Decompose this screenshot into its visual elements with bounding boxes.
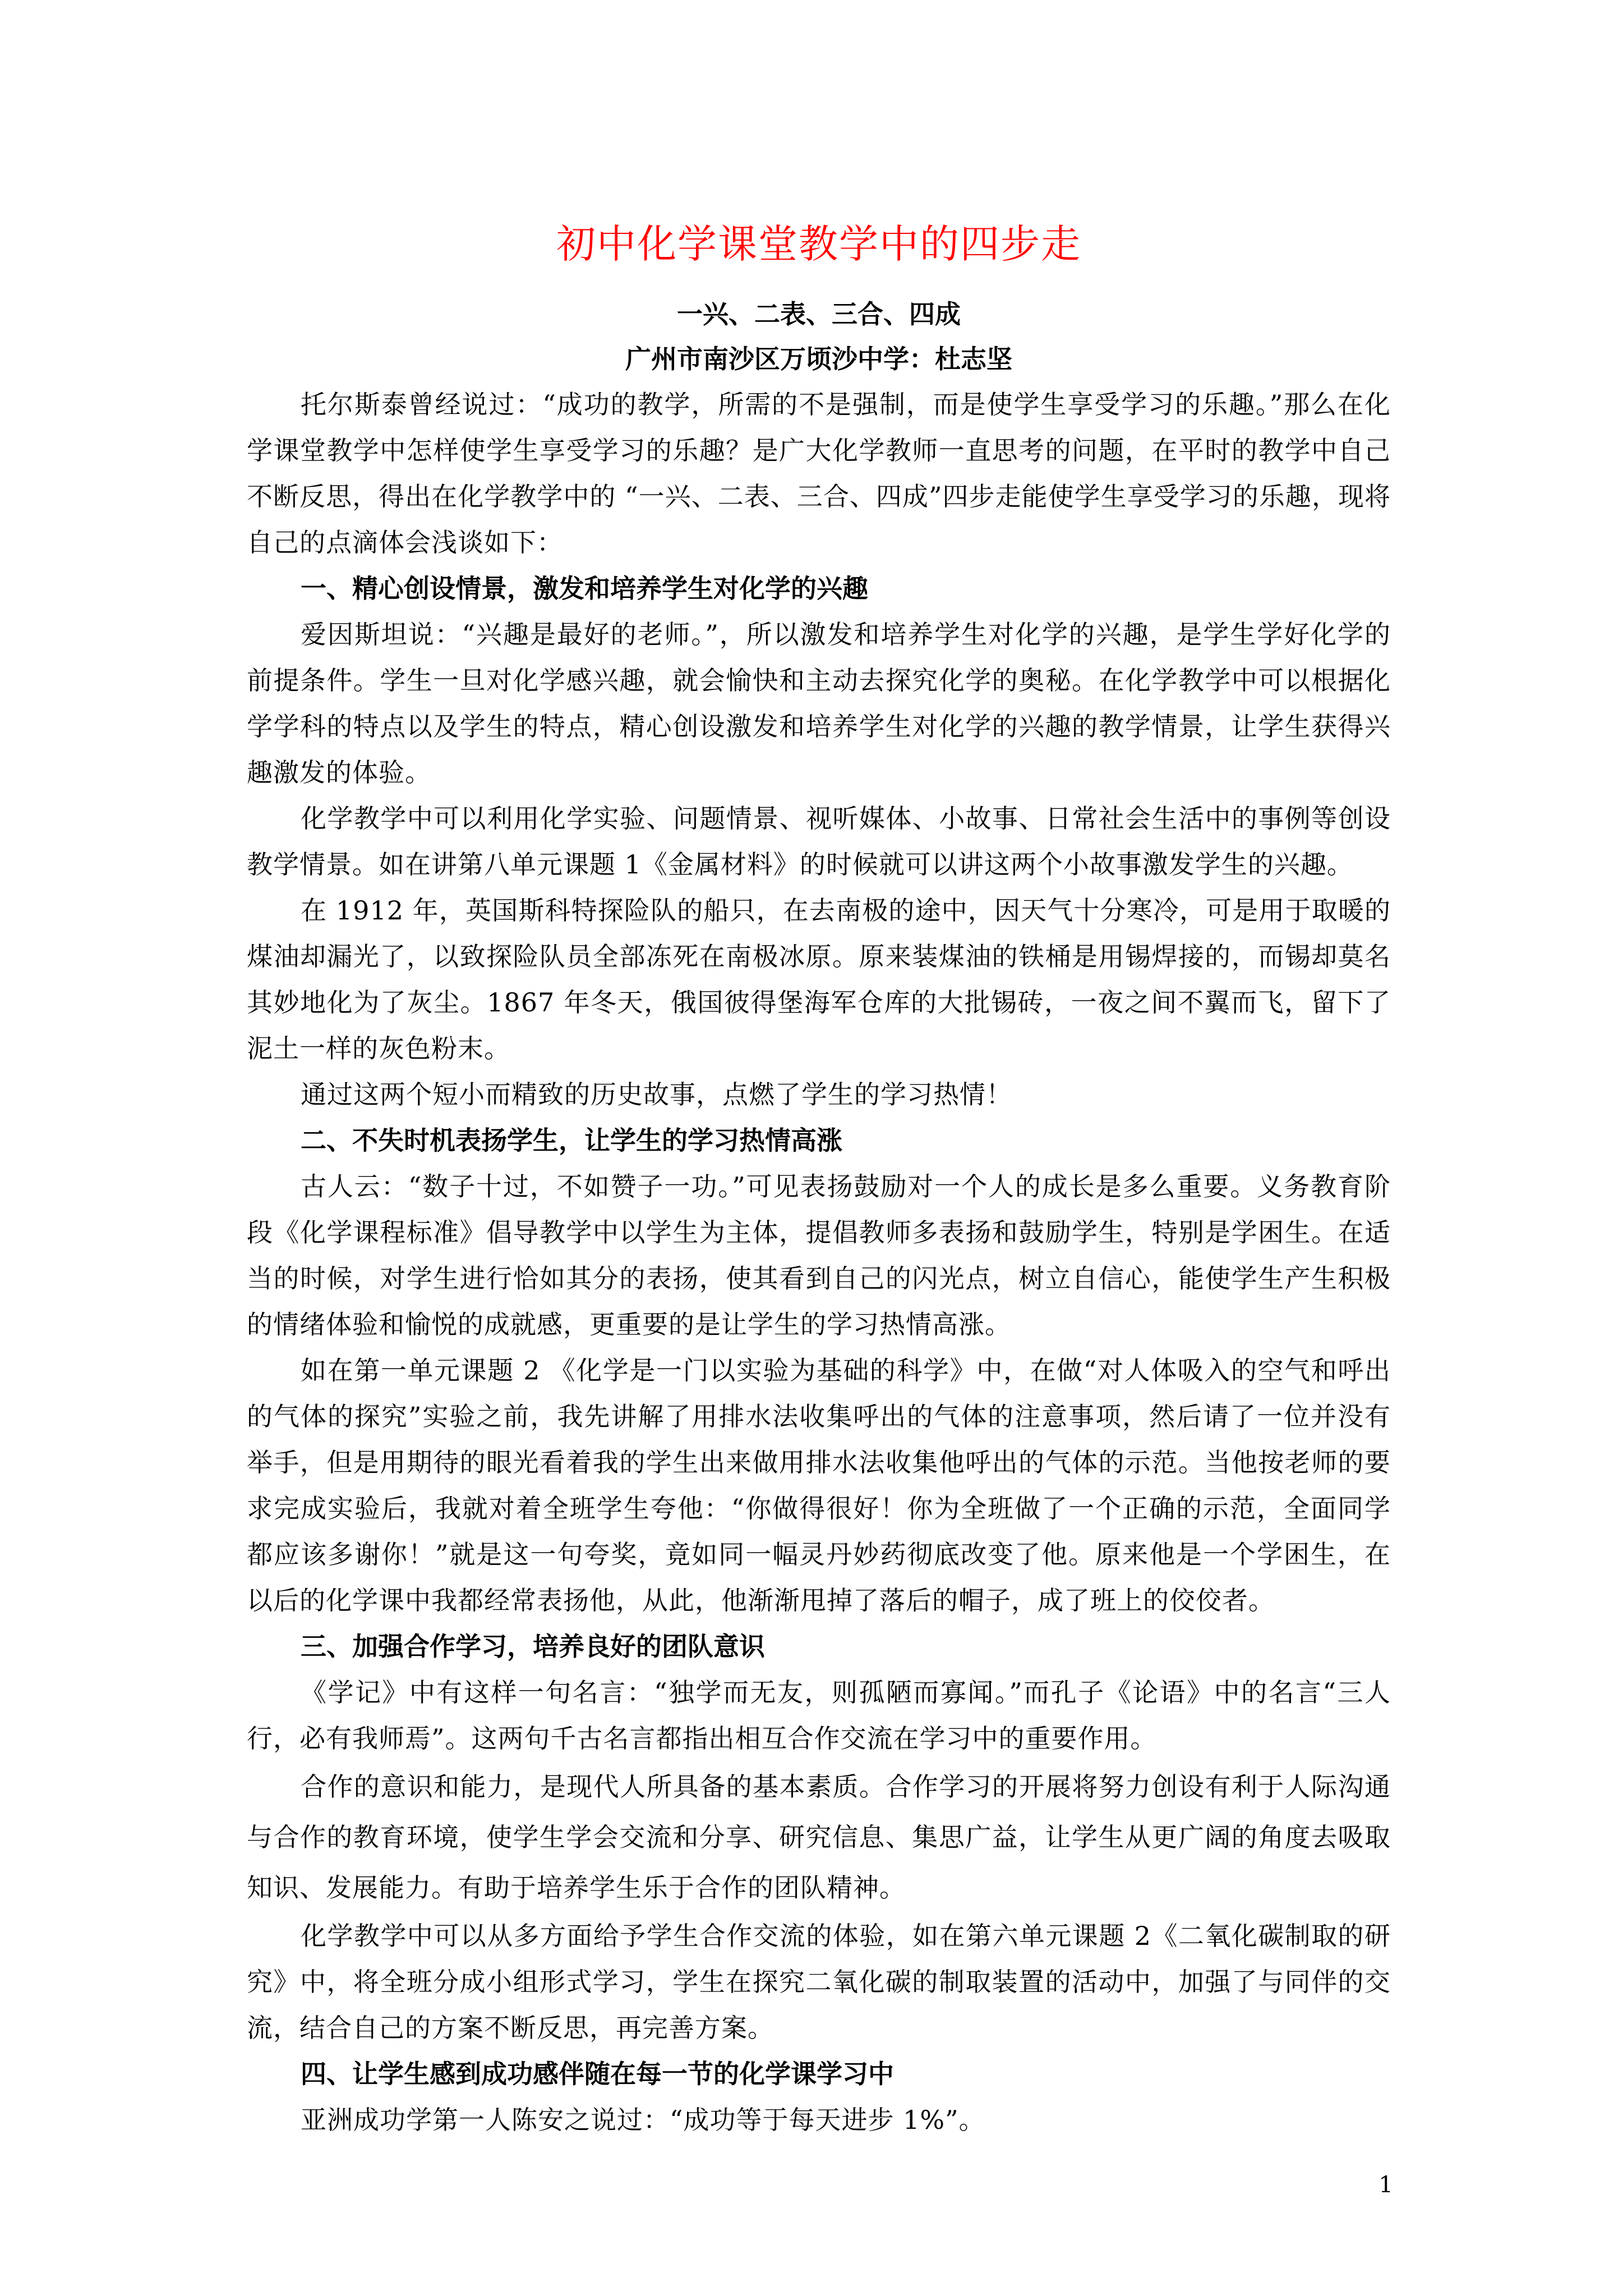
- intro-paragraph: 托尔斯泰曾经说过：“成功的教学，所需的不是强制，而是使学生享受学习的乐趣。”那么在化学课堂教学中怎样使学生享受学习的乐趣？是广大化学教师一直思考的问题，在平时的教学中自己不断反思，得出在化学教学中的 “一兴、二表、三合、四成”四步走能使学生享受学习的乐趣，现将自己的点滴体会浅谈如下：: [247, 389, 1391, 558]
- section-2-paragraph-2: 如在第一单元课题 2 《化学是一门以实验为基础的科学》中，在做“对人体吸入的空气和呼出的气体的探究”实验之前，我先讲解了用排水法收集呼出的气体的注意事项，然后请了一位并没有举手，但是用期待的眼光看着我的学生出来做用排水法收集他呼出的气体的示范。当他按老师的要求完成实验后，我就对着全班学生夸他：“你做得很好！你为全班做了一个正确的示范，全面同学都应该多谢你！”就是这一句夸奖，竟如同一幅灵丹妙药彻底改变了他。原来他是一个学困生，在以后的化学课中我都经常表扬他，从此，他渐渐甩掉了落后的帽子，成了班上的佼佼者。: [247, 1355, 1391, 1616]
- document-author: 广州市南沙区万顷沙中学：杜志坚: [625, 344, 1012, 374]
- document-title: 初中化学课堂教学中的四步走: [556, 221, 1081, 267]
- section-3-paragraph-1: 《学记》中有这样一句名言：“独学而无友，则孤陋而寡闻。”而孔子《论语》中的名言“三人行，必有我师焉”。这两句千古名言都指出相互合作交流在学习中的重要作用。: [247, 1677, 1391, 1754]
- section-4-paragraph-1: 亚洲成功学第一人陈安之说过：“成功等于每天进步 1%”。: [301, 2105, 985, 2135]
- section-heading-3: 三、加强合作学习，培养良好的团队意识: [301, 1631, 765, 1662]
- section-heading-1: 一、精心创设情景，激发和培养学生对化学的兴趣: [301, 573, 868, 604]
- section-heading-2: 二、不失时机表扬学生，让学生的学习热情高涨: [301, 1125, 842, 1156]
- section-1-paragraph-1: 爱因斯坦说：“兴趣是最好的老师。”，所以激发和培养学生对化学的兴趣，是学生学好化学的前提条件。学生一旦对化学感兴趣，就会愉快和主动去探究化学的奥秘。在化学教学中可以根据化学学科的特点以及学生的特点，精心创设激发和培养学生对化学的兴趣的教学情景，让学生获得兴趣激发的体验。: [247, 619, 1391, 788]
- section-heading-4: 四、让学生感到成功感伴随在每一节的化学课学习中: [301, 2059, 894, 2089]
- section-2-paragraph-1: 古人云：“数子十过，不如赞子一功。”可见表扬鼓励对一个人的成长是多么重要。义务教育阶段《化学课程标准》倡导教学中以学生为主体，提倡教师多表扬和鼓励学生，特别是学困生。在适当的时候，对学生进行恰如其分的表扬，使其看到自己的闪光点，树立自信心，能使学生产生积极的情绪体验和愉悦的成就感，更重要的是让学生的学习热情高涨。: [247, 1171, 1391, 1340]
- section-1-paragraph-3: 在 1912 年，英国斯科特探险队的船只，在去南极的途中，因天气十分寒冷，可是用于取暖的煤油却漏光了，以致探险队员全部冻死在南极冰原。原来装煤油的铁桶是用锡焊接的，而锡却莫名其妙地化为了灰尘。1867 年冬天，俄国彼得堡海军仓库的大批锡砖，一夜之间不翼而飞，留下了泥土一样的灰色粉末。: [247, 895, 1391, 1064]
- section-1-paragraph-2: 化学教学中可以利用化学实验、问题情景、视听媒体、小故事、日常社会生活中的事例等创设教学情景。如在讲第八单元课题 1《金属材料》的时候就可以讲这两个小故事激发学生的兴趣。: [247, 803, 1391, 880]
- section-3-paragraph-3: 化学教学中可以从多方面给予学生合作交流的体验，如在第六单元课题 2《二氧化碳制取的研究》中，将全班分成小组形式学习，学生在探究二氧化碳的制取装置的活动中，加强了与同伴的交流，结合自己的方案不断反思，再完善方案。: [247, 1921, 1391, 2043]
- section-3-paragraph-2: 合作的意识和能力，是现代人所具备的基本素质。合作学习的开展将努力创设有利于人际沟通与合作的教育环境，使学生学会交流和分享、研究信息、集思广益，让学生从更广阔的角度去吸取知识、发展能力。有助于培养学生乐于合作的团队精神。: [247, 1772, 1391, 1903]
- document-body: [247, 213, 1391, 2143]
- page-number: 1: [1378, 2172, 1393, 2198]
- document-subtitle: 一兴、二表、三合、四成: [677, 299, 961, 329]
- section-1-paragraph-4: 通过这两个短小而精致的历史故事，点燃了学生的学习热情！: [301, 1079, 1012, 1110]
